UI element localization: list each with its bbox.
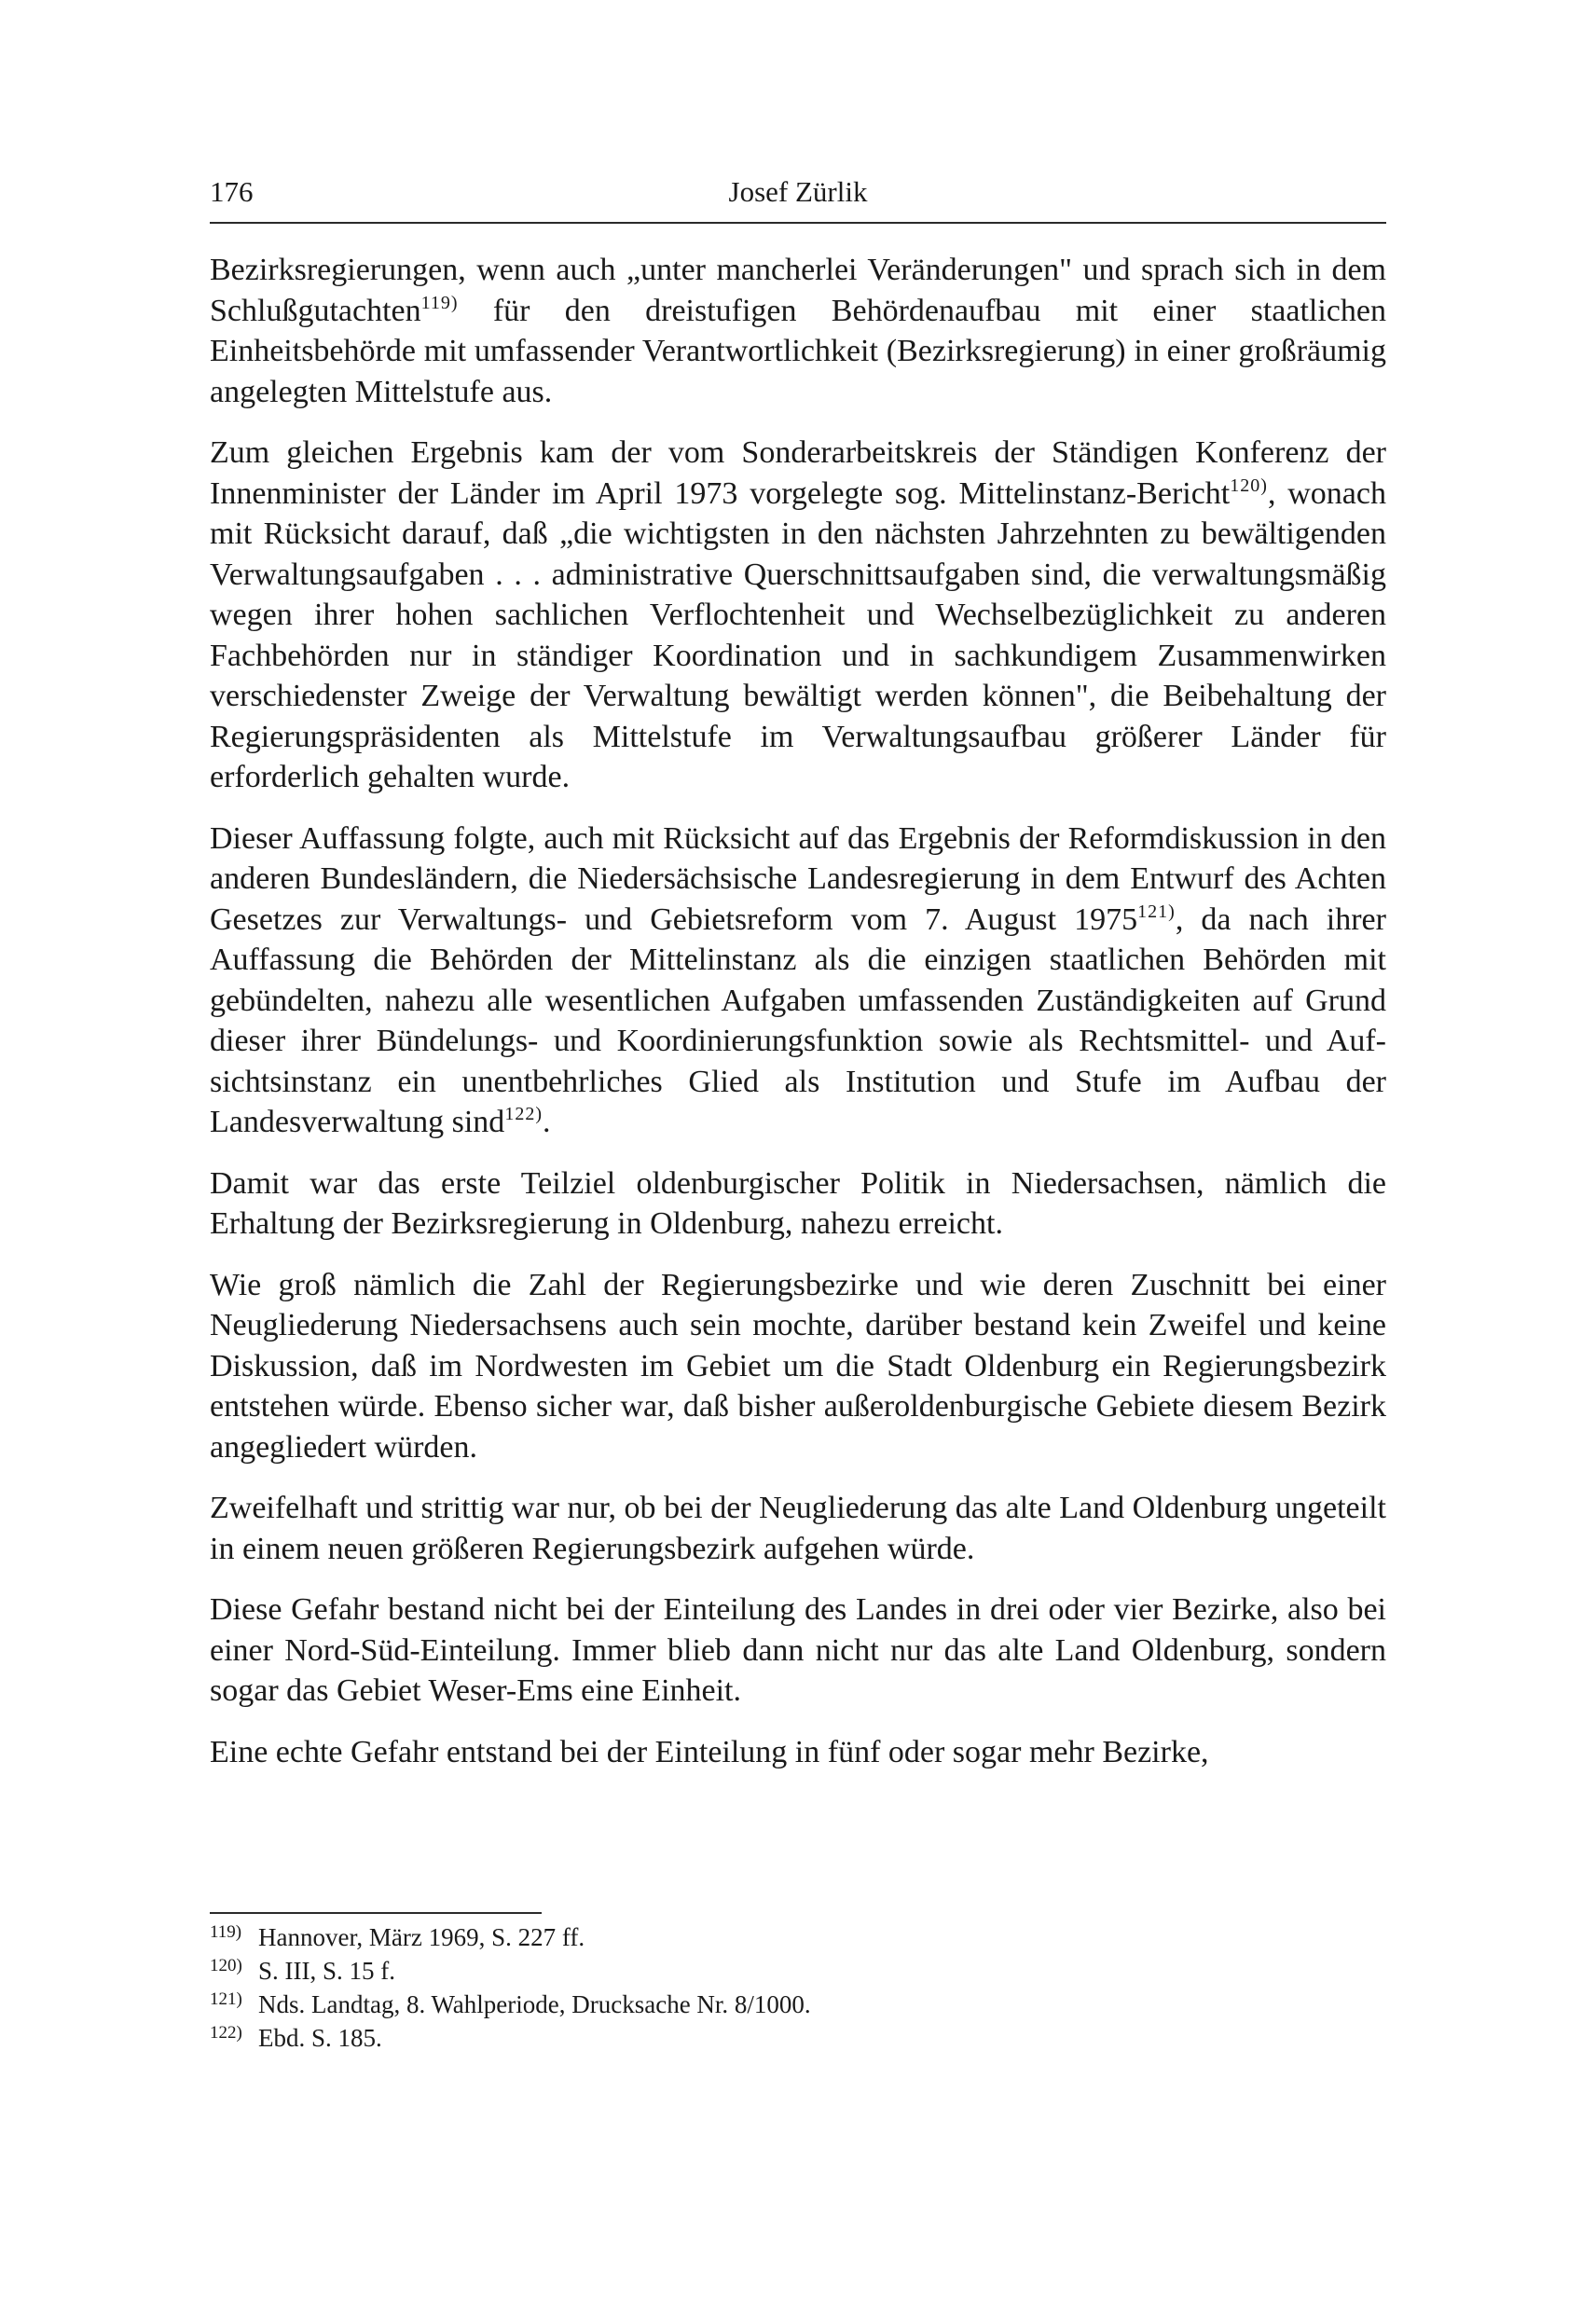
paragraph-2: Zum gleichen Ergebnis kam der vom Sonderarbeitskreis der Ständigen Konferenz der Innenminister der Länder im April 1973 vorgelegte sog. Mittelinstanz-Bericht$^{120)}$, wonach mit Rücksicht darauf, daß „die wichtigsten in den nächsten Jahrzehnten zu bewältigenden Verwaltungsaufgaben . . . administrative Querschnittsaufgaben sind, die verwaltungsmäßig wegen ihrer hohen sachlichen Verflochtenheit und Wechselbezüglichkeit zu anderen Fachbehörden nur in ständiger Koordination und in sachkundigem Zusammenwirken verschiedenster Zweige der Verwaltung bewältigt werden können", die Beibehaltung der Regierungspräsidenten als Mittelstufe im Verwaltungsaufbau größerer Länder für erforderlich gehalten wurde. (210, 435, 1386, 794)
header-rule (210, 222, 1386, 224)
paragraph-1: Bezirksregierungen, wenn auch „unter mancherlei Veränderungen" und sprach sich in dem Schlußgutachten$^{119)}$ für den dreistufigen Behördenaufbau mit einer staatlichen Einheitsbehörde mit umfassender Verantwortlichkeit (Bezirksregierung) in einer großräumig angelegten Mittelstufe aus. (210, 253, 1386, 409)
footnotes (210, 1922, 1386, 2057)
footnote-mark: 122) (210, 2023, 242, 2043)
footnote-item (210, 1922, 1386, 1956)
paragraph-6: Zweifelhaft und strittig war nur, ob bei der Neugliederung das alte Land Oldenburg ungeteilt in einem neuen größeren Regierungsbezirk aufgehen würde. (210, 1491, 1386, 1566)
footnote-text: Ebd. S. 185. (258, 2024, 382, 2052)
footnote-mark: 120) (210, 1956, 242, 1975)
footnote-ref-119[interactable]: 119) (420, 292, 459, 313)
footnote-mark: 119) (210, 1922, 242, 1942)
paragraph-4: Damit war das erste Teilziel oldenburgischer Politik in Niedersachsen, nämlich die Erhaltung der Bezirksregierung in Oldenburg, nahezu erreicht. (210, 1165, 1386, 1241)
footnote-rule (210, 1912, 542, 1914)
page-number: 176 (210, 175, 254, 208)
footnote-ref-120[interactable]: 120) (1230, 475, 1268, 496)
body-text (210, 250, 1386, 1793)
footnote-mark: 121) (210, 1989, 242, 2009)
running-head: Josef Zürlik (728, 175, 868, 208)
paragraph-5: Wie groß nämlich die Zahl der Regierungsbezirke und wie deren Zuschnitt bei einer Neugliederung Niedersachsens auch sein mochte, darüber bestand kein Zweifel und keine Diskussion, daß im Nordwesten im Gebiet um die Stadt Oldenburg ein Regierungsbezirk entstehen würde. Ebenso sicher war, daß bisher außeroldenburgische Gebiete diesem Bezirk angegliedert würden. (210, 1267, 1386, 1465)
footnote-text: S. III, S. 15 f. (258, 1957, 395, 1985)
footnote-text: Hannover, März 1969, S. 227 ff. (258, 1923, 585, 1951)
footnote-ref-122[interactable]: 122) (504, 1104, 543, 1124)
footnote-item (210, 1989, 1386, 2023)
paragraph-8: Eine echte Gefahr entstand bei der Einteilung in fünf oder sogar mehr Bezirke, (210, 1734, 1209, 1769)
footnote-ref-121[interactable]: 121) (1137, 901, 1176, 922)
footnote-item (210, 1956, 1386, 1989)
footnote-text: Nds. Landtag, 8. Wahlperiode, Drucksache Nr. 8/1000. (258, 1990, 811, 2018)
footnote-item (210, 2023, 1386, 2057)
paragraph-7: Diese Gefahr bestand nicht bei der Einteilung des Landes in drei oder vier Bezirke, also bei einer Nord-Süd-Einteilung. Immer blieb dann nicht nur das alte Land Oldenburg, sondern sogar das Gebiet Weser-Ems eine Einheit. (210, 1592, 1386, 1708)
paragraph-3: Dieser Auffassung folgte, auch mit Rücksicht auf das Ergebnis der Reformdiskussion in den anderen Bundesländern, die Niedersächsische Landesregierung in dem Entwurf des Achten Gesetzes zur Verwaltungs- und Gebietsreform vom 7. August 1975$^{121)}$, da nach ihrer Auffassung die Behörden der Mittelinstanz als die einzigen staatlichen Behörden mit gebündelten, nahezu alle wesentlichen Aufgaben umfassenden Zuständigkeiten auf Grund dieser ihrer Bündelungs- und Koordinierungsfunktion sowie als Rechtsmittel- und Aufsichtsinstanz ein unentbehrliches Glied als Institution und Stufe im Aufbau der Landesverwaltung sind$^{122)}$. (210, 820, 1386, 1139)
page-header (210, 168, 1386, 224)
